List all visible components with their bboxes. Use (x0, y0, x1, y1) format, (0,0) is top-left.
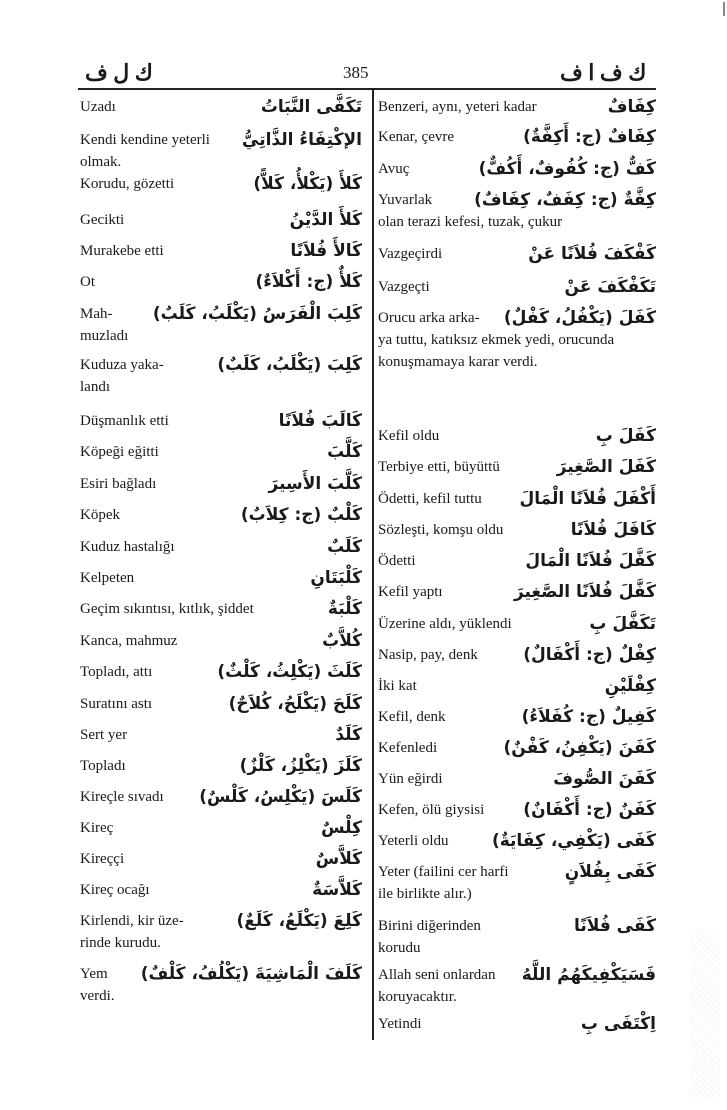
arabic-headword: كِفَّةٌ (ج: كِفَفٌ، كِفَافٌ) (470, 186, 656, 214)
definition-continuation: koruyacaktır. (378, 989, 457, 1005)
left-column (80, 96, 362, 1014)
dictionary-entry (378, 307, 656, 425)
dictionary-entry (378, 519, 656, 550)
turkish-definition: Yeter (failini cer harfi (378, 864, 509, 880)
arabic-headword: كَفِيلٌ (ج: كُفَلاَءُ) (518, 703, 656, 731)
dictionary-entry (80, 271, 362, 303)
dictionary-entry (378, 243, 656, 276)
turkish-definition: Kireççi (80, 851, 125, 867)
dictionary-entry (80, 630, 362, 661)
turkish-definition: Uzadı (80, 99, 116, 115)
dictionary-entry (378, 189, 656, 243)
column-divider (372, 90, 374, 1040)
dictionary-entry (80, 693, 362, 724)
arabic-headword: كَفَنَ الصُّوفَ (549, 765, 656, 793)
arabic-headword: كَفَى (يَكْفِي، كِفَايَةٌ) (488, 827, 656, 855)
turkish-definition: Kireç ocağı (80, 882, 150, 898)
turkish-definition: Kendi kendine yeterli (80, 132, 210, 148)
dictionary-entry (80, 786, 362, 817)
turkish-definition: Kelpeten (80, 570, 135, 586)
turkish-definition: Topladı (80, 758, 126, 774)
turkish-definition: Yuvarlak (378, 192, 433, 208)
turkish-definition: Kanca, mahmuz (80, 633, 178, 649)
turkish-definition: Köpek (80, 507, 120, 523)
dictionary-entry (378, 488, 656, 519)
turkish-definition: Kefil oldu (378, 428, 440, 444)
turkish-definition: Yetindi (378, 1016, 422, 1032)
dictionary-entry (378, 456, 656, 488)
arabic-headword: كَلأٌ (ج: أَكْلاَءٌ) (251, 268, 362, 296)
definition-continuation: rinde kurudu. (80, 935, 161, 951)
turkish-definition: Birini diğerinden (378, 918, 481, 934)
dictionary-entry (80, 848, 362, 879)
turkish-definition: Kireç (80, 820, 114, 836)
arabic-headword: كِفَافٌ (604, 93, 656, 121)
dictionary-entry (80, 473, 362, 504)
dictionary-entry (378, 425, 656, 456)
arabic-headword: كَلَّبَ (323, 438, 362, 466)
arabic-headword: كَفَّلَ فُلاَنًا الْمَالَ (521, 547, 656, 575)
arabic-headword: كَلاَّسَةٌ (308, 876, 362, 904)
header-right-letters: ك ف ا ف (560, 60, 647, 85)
turkish-definition: Kireçle sıvadı (80, 789, 164, 805)
definition-continuation: verdi. (80, 988, 115, 1004)
turkish-definition: Üzerine aldı, yüklendi (378, 616, 512, 632)
turkish-definition: Terbiye etti, büyüttü (378, 459, 500, 475)
arabic-headword: كَلأَ الدَّيْنُ (286, 206, 362, 234)
turkish-definition: Mah- (80, 306, 113, 322)
scan-noise (690, 930, 720, 1100)
arabic-headword: كَلأَ (يَكْلأُ، كَلاًّ) (249, 170, 362, 198)
dictionary-entry (80, 354, 362, 410)
arabic-headword: كَلْبَتَانِ (306, 564, 362, 592)
dictionary-entry (378, 964, 656, 1013)
turkish-definition: Kefil yaptı (378, 584, 443, 600)
turkish-definition: Kefenledi (378, 740, 438, 756)
arabic-headword: كَلَفَ الْمَاشِيَةَ (يَكْلُفُ، كَلْفٌ) (137, 960, 362, 988)
arabic-headword: كَفْكَفَ فُلاَنًا عَنْ (524, 240, 656, 268)
arabic-headword: كَلَسَ (يَكْلِسُ، كَلْسٌ) (195, 783, 362, 811)
turkish-definition: Kefil, denk (378, 709, 446, 725)
arabic-headword: فَسَيَكْفِيكَهُمُ اللَّهُ (518, 961, 656, 989)
arabic-headword: كَفَلَ بِ (592, 422, 656, 450)
arabic-headword: كَفَلَ الصَّغِيرَ (553, 453, 656, 481)
turkish-definition: Avuç (378, 161, 410, 177)
dictionary-entry (80, 536, 362, 567)
turkish-definition: Suratını astı (80, 696, 153, 712)
turkish-definition: Sert yer (80, 727, 128, 743)
dictionary-entry (378, 675, 656, 706)
dictionary-entry (378, 1013, 656, 1044)
arabic-headword: كَلاَّسٌ (312, 845, 362, 873)
definition-continuation: ile birlikte alır.) (378, 886, 472, 902)
arabic-headword: تَكَفَّى النَّبَاتُ (257, 93, 362, 121)
dictionary-entry (80, 598, 362, 630)
dictionary-entry (80, 817, 362, 848)
turkish-definition: Ödetti (378, 553, 416, 569)
turkish-definition: Orucu arka arka- (378, 310, 480, 326)
arabic-headword: كِفْلٌ (ج: أَكْفَالٌ) (519, 641, 656, 669)
dictionary-entry (378, 830, 656, 861)
arabic-headword: كَفَّلَ فُلاَنًا الصَّغِيرَ (510, 578, 656, 606)
arabic-headword: كُلاَّبٌ (318, 627, 362, 655)
definition-continuation: muzladı (80, 328, 129, 344)
dictionary-entry (378, 706, 656, 737)
definition-continuation: olan terazi kefesi, tuzak, çukur (378, 214, 563, 230)
dictionary-entry (378, 737, 656, 768)
arabic-headword: كِلْسٌ (317, 814, 362, 842)
header-left-letters: ك ل ف (85, 60, 153, 85)
turkish-definition: Korudu, gözetti (80, 176, 175, 192)
turkish-definition: Esiri bağladı (80, 476, 157, 492)
dictionary-entry (378, 768, 656, 799)
dictionary-entry (80, 441, 362, 473)
dictionary-entry (378, 126, 656, 158)
arabic-headword: تَكَفْكَفَ عَنْ (561, 273, 656, 301)
arabic-headword: كَالَبَ فُلاَنًا (275, 407, 362, 435)
arabic-headword: كَلَدٌ (331, 721, 362, 749)
turkish-definition: Kuduz hastalığı (80, 539, 175, 555)
arabic-headword: كَلْبَةٌ (324, 595, 362, 623)
dictionary-entry (80, 410, 362, 441)
dictionary-entry (80, 910, 362, 963)
turkish-definition: Geçim sıkıntısı, kıtlık, şiddet (80, 601, 254, 617)
turkish-definition: Kefen, ölü giysisi (378, 802, 485, 818)
arabic-headword: كَفَى بِفُلاَنٍ (561, 858, 656, 886)
dictionary-entry (80, 963, 362, 1014)
arabic-headword: كِفْلَيْنِ (601, 672, 656, 700)
turkish-definition: Yeterli oldu (378, 833, 449, 849)
arabic-headword: كَلَحَ (يَكْلَحُ، كُلاَحٌ) (225, 690, 362, 718)
turkish-definition: Benzeri, aynı, yeteri kadar (378, 99, 537, 115)
turkish-definition: Gecikti (80, 212, 125, 228)
dictionary-entry (80, 504, 362, 536)
dictionary-entry (80, 755, 362, 786)
dictionary-entry (378, 799, 656, 830)
turkish-definition: Allah seni onlardan (378, 967, 496, 983)
arabic-headword: كَلِبَ الْفَرَسُ (يَكْلَبُ، كَلَبٌ) (149, 300, 362, 328)
turkish-definition: Kuduza yaka- (80, 357, 164, 373)
arabic-headword: كَلَثَ (يَكْلِثُ، كَلْثٌ) (213, 658, 362, 686)
dictionary-entry (80, 567, 362, 598)
dictionary-entry (80, 209, 362, 240)
arabic-headword: كَفَنَ (يَكْفِنُ، كَفْنٌ) (500, 734, 656, 762)
turkish-definition: Yem (80, 966, 108, 982)
arabic-headword: كَفٌّ (ج: كُفُوفٌ، أَكُفٌّ) (475, 155, 656, 183)
definition-continuation: landı (80, 379, 110, 395)
turkish-definition: İki kat (378, 678, 417, 694)
dictionary-entry (378, 581, 656, 613)
arabic-headword: كِفَافٌ (ج: أَكِفَّةٌ) (519, 123, 656, 151)
dictionary-entry (378, 861, 656, 915)
dictionary-entry (80, 240, 362, 271)
arabic-headword: تَكَفَّلَ بِ (585, 610, 656, 638)
definition-continuation: olmak. (80, 154, 122, 170)
definition-continuation: korudu (378, 940, 421, 956)
definition-continuation: ya tuttu, katıksız ekmek yedi, orucunda konuşmamaya karar verdi. (378, 332, 615, 370)
dictionary-entry (80, 724, 362, 755)
dictionary-entry (80, 303, 362, 354)
turkish-definition: Yün eğirdi (378, 771, 443, 787)
dictionary-entry (378, 550, 656, 581)
arabic-headword: كَلَبٌ (323, 533, 362, 561)
turkish-definition: Düşmanlık etti (80, 413, 169, 429)
arabic-headword: اِكْتَفَى بِ (577, 1010, 656, 1038)
dictionary-entry (80, 96, 362, 129)
page-number: 385 (343, 63, 369, 82)
dictionary-entry (378, 96, 656, 126)
arabic-headword: كَلِبَ (يَكْلَبُ، كَلَبٌ) (213, 351, 362, 379)
arabic-headword: أَكْفَلَ فُلاَنًا الْمَالَ (515, 485, 656, 513)
dictionary-entry (80, 173, 362, 209)
turkish-definition: Murakebe etti (80, 243, 164, 259)
arabic-headword: كَلَزَ (يَكْلِزُ، كَلْزٌ) (236, 752, 362, 780)
turkish-definition: Ödetti, kefil tuttu (378, 491, 482, 507)
header-rule (78, 88, 656, 90)
turkish-definition: Nasip, pay, denk (378, 647, 478, 663)
turkish-definition: Ot (80, 274, 95, 290)
dictionary-entry (378, 158, 656, 189)
turkish-definition: Topladı, attı (80, 664, 153, 680)
turkish-definition: Vazgeçirdi (378, 246, 443, 262)
turkish-definition: Kenar, çevre (378, 129, 455, 145)
arabic-headword: كَلِعَ (يَكْلَعُ، كَلَعٌ) (232, 907, 362, 935)
dictionary-entry (378, 276, 656, 307)
arabic-headword: كَفَنٌ (ج: أَكْفَانٌ) (519, 796, 656, 824)
turkish-definition: Köpeği eğitti (80, 444, 159, 460)
arabic-headword: كَافَلَ فُلاَنًا (567, 516, 656, 544)
turkish-definition: Vazgeçti (378, 279, 430, 295)
arabic-headword: الإكْتِفَاءُ الذَّاتِيُّ (238, 126, 362, 154)
turkish-definition: Sözleşti, komşu oldu (378, 522, 504, 538)
dictionary-entry (80, 661, 362, 693)
right-column (378, 96, 656, 1044)
arabic-headword: كَفَى فُلاَنًا (570, 912, 656, 940)
dictionary-entry (378, 613, 656, 644)
turkish-definition: Kirlendi, kir üze- (80, 913, 184, 929)
dictionary-entry (80, 879, 362, 910)
dictionary-entry (378, 644, 656, 675)
scan-speck (723, 2, 725, 16)
arabic-headword: كَلْبٌ (ج: كِلاَبٌ) (237, 501, 362, 529)
dictionary-entry (378, 915, 656, 964)
arabic-headword: كَلَّبَ الأَسِيرَ (265, 470, 362, 498)
dictionary-entry (80, 129, 362, 173)
arabic-headword: كَفَلَ (يَكْفُلُ، كَفْلٌ) (500, 304, 656, 332)
arabic-headword: كَالأَ فُلاَنًا (286, 237, 362, 265)
